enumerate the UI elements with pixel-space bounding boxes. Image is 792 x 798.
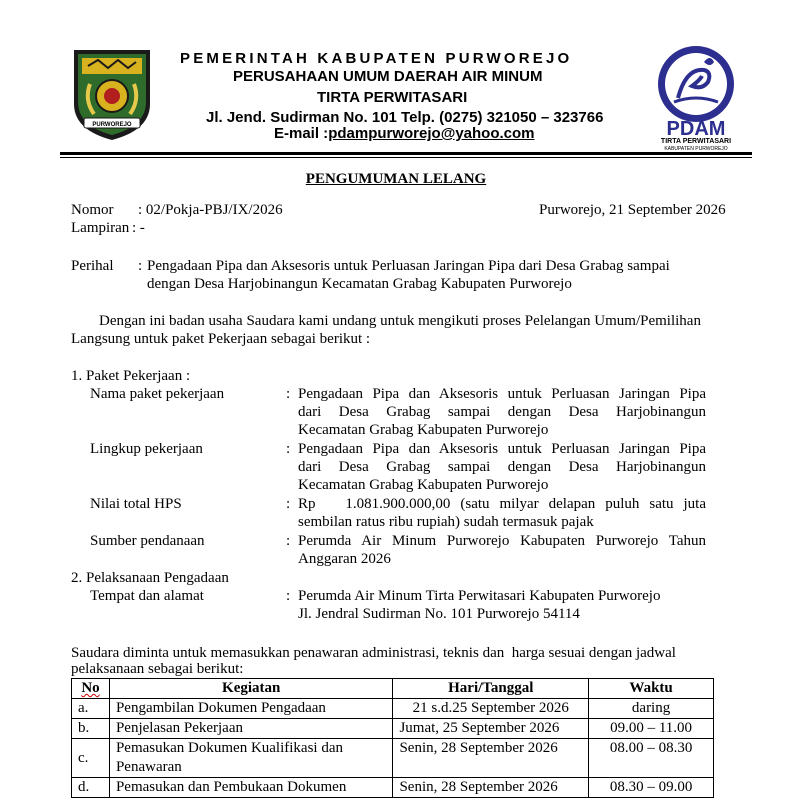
item-value-line: dari Desa Grabag sampai dengan Desa Harjobinangun [298,404,706,420]
cell-tanggal: Senin, 28 September 2026 [393,739,589,778]
cell-waktu: 08.00 – 08.30 [589,739,714,778]
letterhead-rule-thin [60,157,752,158]
item-label-tempat: Tempat dan alamat [90,588,204,604]
item-label-lingkup: Lingkup pekerjaan [90,441,203,457]
item-colon: : [286,386,291,402]
item-colon: : [286,533,291,549]
lampiran-value: : - [132,220,145,236]
column-header-waktu: Waktu [589,679,714,699]
cell-kegiatan: Pengambilan Dokumen Pengadaan [109,699,392,719]
table-row [72,719,714,739]
perihal-line-1: Pengadaan Pipa dan Aksesoris untuk Perluasan Jaringan Pipa dari Desa Grabag sampai [147,258,670,274]
cell-waktu: 09.00 – 11.00 [589,719,714,739]
item-value-line: dari Desa Grabag sampai dengan Desa Harjobinangun [298,459,706,475]
closing-line-2: pelaksanaan sebagai berikut: [71,661,244,677]
letterhead-address: Jl. Jend. Sudirman No. 101 Telp. (0275) 321050 – 323766 [206,109,604,126]
pdam-logo-region: KABUPATEN PURWOREJO [664,146,728,152]
perihal-label: Perihal [71,258,114,274]
pdam-logo [652,40,742,152]
item-value-line: Anggaran 2026 [298,551,391,567]
perihal-colon: : [138,258,143,274]
cell-no: d. [72,778,110,798]
cell-tanggal: Senin, 28 September 2026 [393,778,589,798]
document-title: PENGUMUMAN LELANG [305,171,487,187]
pdam-logo-title: PDAM [666,118,726,140]
lampiran-label: Lampiran [71,220,130,236]
letterhead-company: PERUSAHAAN UMUM DAERAH AIR MINUM [233,68,543,85]
letterhead-rule-thick [60,152,752,155]
item-value-line: Pengadaan Pipa dan Aksesoris untuk Perluasan Jaringan Pipa [298,386,706,402]
item-value-line: Kecamatan Grabag Kabupaten Purworejo [298,422,549,438]
item-value-line: Pengadaan Pipa dan Aksesoris untuk Perluasan Jaringan Pipa [298,441,706,457]
item-value-line: Kecamatan Grabag Kabupaten Purworejo [298,477,549,493]
table-row [72,778,714,798]
perihal-line-2: dengan Desa Harjobinangun Kecamatan Grabag Kabupaten Purworejo [147,276,572,292]
intro-line-1: Dengan ini badan usaha Saudara kami undang untuk mengikuti proses Pelelangan Umum/Pemilihan [99,313,701,329]
section-1-heading: 1. Paket Pekerjaan : [71,368,191,384]
nomor-label: Nomor [71,202,114,218]
cell-no: c. [72,739,110,778]
letter-date: Purworejo, 21 September 2026 [539,202,726,218]
item-value-line: Perumda Air Minum Tirta Perwitasari Kabupaten Purworejo [298,588,661,604]
letterhead-government: PEMERINTAH KABUPATEN PURWOREJO [180,50,573,67]
item-label-hps: Nilai total HPS [90,496,182,512]
pdam-logo-subtitle: TIRTA PERWITASARI [660,138,732,145]
table-header-row [72,679,714,699]
cell-kegiatan: Pemasukan dan Pembukaan Dokumen [109,778,392,798]
email-label: E-mail : [274,125,329,142]
letterhead-email-row [274,125,535,142]
cell-waktu: 08.30 – 09.00 [589,778,714,798]
cell-no: a. [72,699,110,719]
column-header-kegiatan: Kegiatan [109,679,392,699]
letterhead-company-name: TIRTA PERWITASARI [317,89,468,106]
cell-kegiatan: Penjelasan Pekerjaan [109,719,392,739]
item-value-line: Jl. Jendral Sudirman No. 101 Purworejo 54114 [298,606,580,622]
item-label-nama-paket: Nama paket pekerjaan [90,386,225,402]
table-row [72,699,714,719]
item-value-line: Rp 1.081.900.000,00 (satu milyar delapan puluh satu juta [298,496,706,512]
schedule-table [71,678,714,798]
cell-waktu: daring [589,699,714,719]
email-link[interactable]: pdampurworejo@yahoo.com [328,125,535,142]
cell-no: b. [72,719,110,739]
item-colon: : [286,441,291,457]
regency-crest [68,44,156,142]
item-value-line: sembilan ratus ribu rupiah) sudah termasuk pajak [298,514,594,530]
cell-kegiatan: Pemasukan Dokumen Kualifikasi dan Penawaran [109,739,392,778]
cell-tanggal: 21 s.d.25 September 2026 [393,699,589,719]
section-2-heading: 2. Pelaksanaan Pengadaan [71,570,229,586]
item-value-line: Perumda Air Minum Purworejo Kabupaten Purworejo Tahun [298,533,706,549]
item-colon: : [286,588,291,604]
crest-banner-text: PURWOREJO [92,122,132,128]
column-header-tanggal: Hari/Tanggal [393,679,589,699]
column-header-no: No [72,679,110,699]
cell-tanggal: Jumat, 25 September 2026 [393,719,589,739]
item-colon: : [286,496,291,512]
intro-line-2: Langsung untuk paket Pekerjaan sebagai berikut : [71,331,371,347]
item-label-sumber-dana: Sumber pendanaan [90,533,205,549]
closing-line-1: Saudara diminta untuk memasukkan penawaran administrasi, teknis dan harga sesuai dengan jadwal [71,645,676,661]
nomor-value: : 02/Pokja-PBJ/IX/2026 [138,202,283,218]
table-row [72,739,714,778]
